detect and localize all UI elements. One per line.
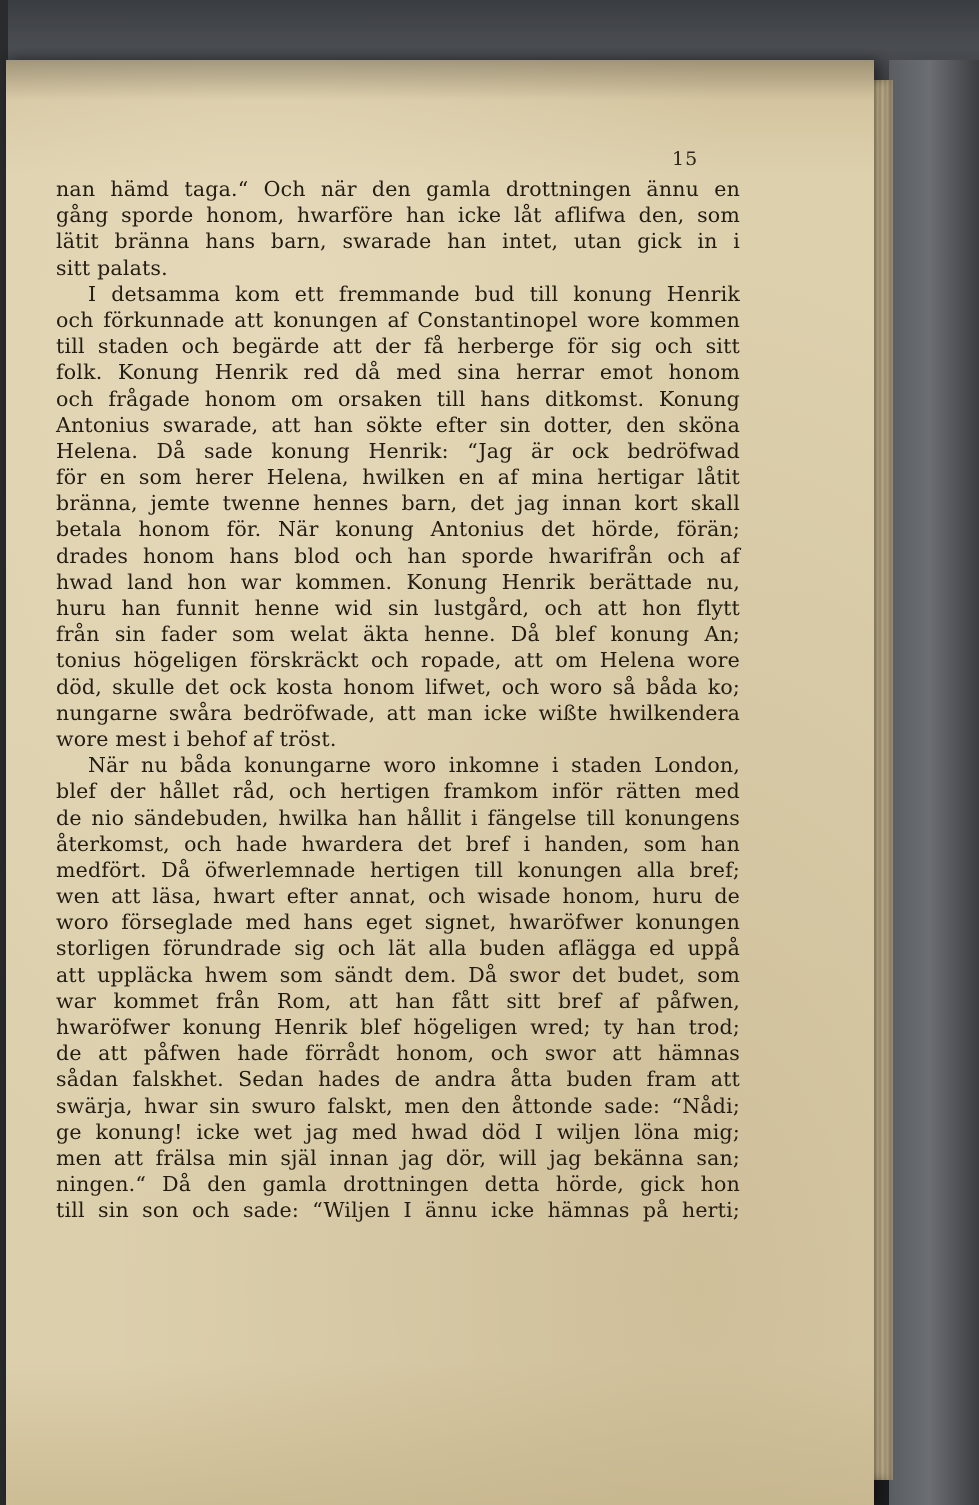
page-body-text — [56, 176, 740, 1224]
text-line: Antonius swarade, att han sökte efter sin dotter, den sköna — [56, 412, 740, 437]
text-line: de att påfwen hade förrådt honom, och swor att hämnas — [56, 1041, 740, 1066]
text-line: medfört. Då öfwerlemnade hertigen till konungen alla bref; — [56, 857, 740, 882]
text-line: I detsamma kom ett fremmande bud till konung Henrik — [88, 281, 740, 306]
text-line: folk. Konung Henrik red då med sina herrar emot honom — [56, 360, 740, 385]
text-line: huru han funnit henne wid sin lustgård, och att hon flytt — [56, 596, 740, 620]
text-line: Helena. Då sade konung Henrik: “Jag är ock bedröfwad — [56, 438, 740, 463]
text-line: swärja, hwar sin swuro falskt, men den åttonde sade: “Nådi; — [56, 1093, 740, 1118]
text-line: storligen förundrade sig och lät alla buden aflägga ed uppå — [56, 936, 740, 961]
page-number: 15 — [672, 148, 699, 170]
text-line: war kommet från Rom, att han fått sitt bref af påfwen, — [56, 988, 740, 1013]
text-line: att uppläcka hwem som sändt dem. Då swor det budet, som — [56, 962, 740, 987]
text-line: wore mest i behof af tröst. — [56, 726, 337, 751]
book-cover-right — [889, 60, 979, 1505]
text-line: nungarne swåra bedröfwade, att man icke wißte hwilkendera — [56, 700, 740, 725]
text-line: lätit bränna hans barn, swarade han intet, utan gick in i — [56, 229, 740, 254]
text-line: drades honom hans blod och han sporde hwarifrån och af — [56, 543, 740, 568]
text-line: woro förseglade med hans eget signet, hwaröfwer konungen — [56, 910, 740, 935]
text-line: till sin son och sade: “Wiljen I ännu icke hämnas på herti; — [56, 1198, 740, 1223]
text-line: blef der hållet råd, och hertigen framkom inför rätten med — [56, 779, 740, 804]
text-line: sitt palats. — [56, 255, 168, 280]
text-line: återkomst, och hade hwardera det bref i handen, som han — [56, 831, 740, 856]
text-line: och frågade honom om orsaken till hans ditkomst. Konung — [56, 386, 740, 411]
page-curl-shadow — [6, 60, 874, 100]
text-line: men att frälsa min själ innan jag dör, will jag bekänna san; — [56, 1145, 740, 1170]
text-line: hwaröfwer konung Henrik blef högeligen wred; ty han trod; — [56, 1015, 740, 1039]
text-line: död, skulle det ock kosta honom lifwet, och woro så båda ko; — [56, 674, 740, 699]
text-line: sådan falskhet. Sedan hades de andra åtta buden fram att — [56, 1067, 740, 1092]
text-line: de nio sändebuden, hwilka han hållit i fängelse till konungens — [56, 805, 740, 830]
text-line: bränna, jemte twenne hennes barn, det jag innan kort skall — [56, 491, 740, 516]
text-line: betala honom för. När konung Antonius det hörde, förän; — [56, 517, 740, 542]
text-line: tonius högeligen förskräckt och ropade, att om Helena wore — [56, 648, 740, 673]
text-line: för en som herer Helena, hwilken en af mina hertigar låtit — [56, 465, 740, 490]
text-line: ningen.“ Då den gamla drottningen detta hörde, gick hon — [56, 1172, 740, 1197]
text-line: gång sporde honom, hwarföre han icke låt aflifwa den, som — [56, 203, 740, 228]
text-line: nan hämd taga.“ Och när den gamla drottningen ännu en — [56, 177, 740, 201]
text-line: från sin fader som welat äkta henne. Då blef konung An; — [56, 622, 740, 647]
text-line: hwad land hon war kommen. Konung Henrik berättade nu, — [56, 569, 740, 594]
text-line: När nu båda konungarne woro inkomne i staden London, — [88, 753, 740, 778]
text-line: till staden och begärde att der få herberge för sig och sitt — [56, 334, 740, 359]
text-line: ge konung! icke wet jag med hwad död I wiljen löna mig; — [56, 1119, 740, 1144]
text-line: wen att läsa, hwart efter annat, och wisade honom, huru de — [56, 884, 740, 909]
text-line: och förkunnade att konungen af Constantinopel wore kommen — [56, 307, 740, 332]
